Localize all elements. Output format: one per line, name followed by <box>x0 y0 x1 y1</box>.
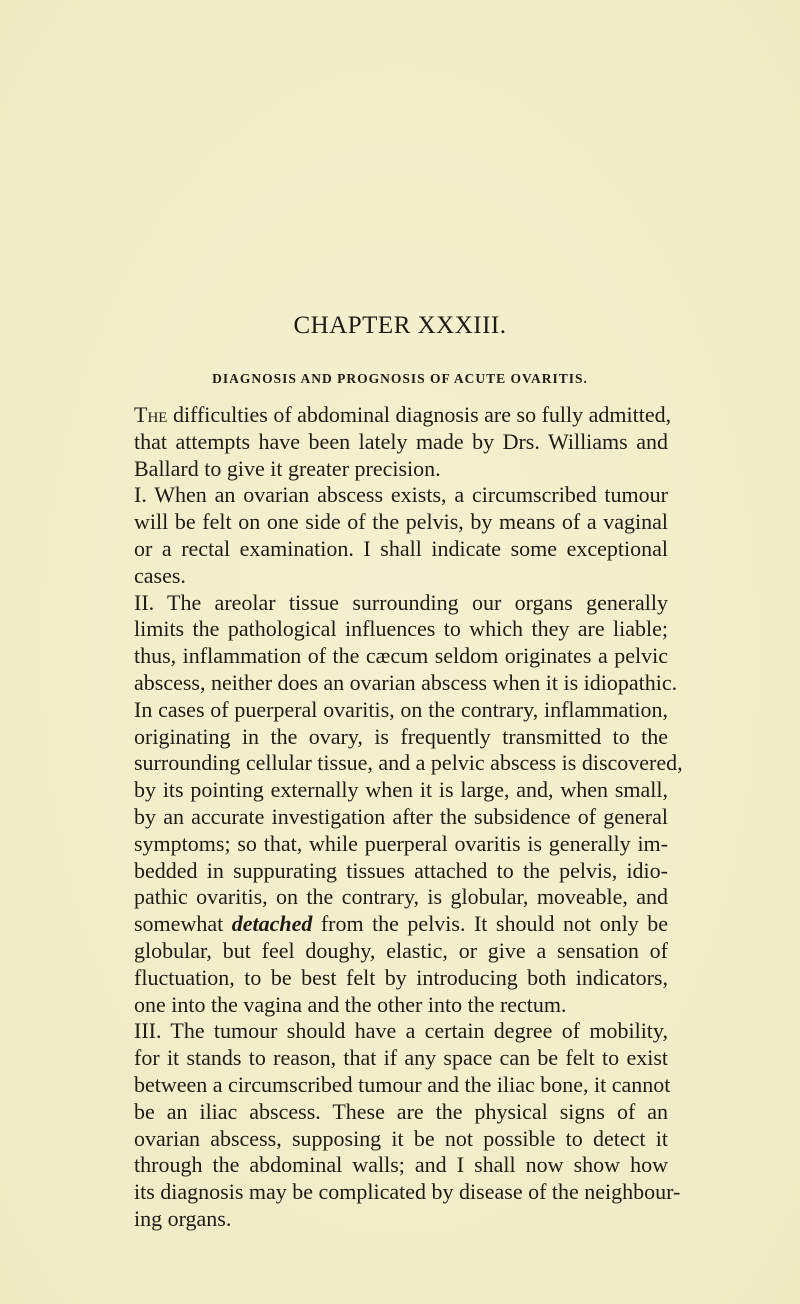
text-line <box>134 429 668 456</box>
text-segment: The <box>134 402 168 427</box>
text-segment: bedded in suppurating tissues attached to the pelvis, idio- <box>134 857 668 883</box>
text-line <box>134 669 678 697</box>
text-segment: cases. <box>134 562 186 588</box>
text-line <box>134 590 668 617</box>
text-segment: pathic ovaritis, on the contrary, is globular, moveable, and <box>134 884 668 910</box>
text-line <box>134 509 668 536</box>
text-line <box>134 616 668 643</box>
text-line <box>134 1126 668 1153</box>
text-segment: II. The areolar tissue surrounding our organs generally <box>134 589 668 615</box>
text-segment: be an iliac abscess. These are the physical signs of an <box>134 1098 668 1124</box>
text-segment: will be felt on one side of the pelvis, by means of a vaginal <box>134 509 668 535</box>
text-segment: surrounding cellular tissue, and a pelvic abscess is discovered, <box>134 750 683 776</box>
text-segment: between a circumscribed tumour and the iliac bone, it cannot <box>134 1071 671 1097</box>
text-line <box>134 697 668 724</box>
text-segment: or a rectal examination. I shall indicate some exceptional <box>134 535 668 561</box>
text-segment: for it stands to reason, that if any space can be felt to exist <box>134 1045 668 1071</box>
text-line <box>134 1206 668 1233</box>
emphasized-word: detached <box>231 911 313 937</box>
text-line <box>134 1099 668 1126</box>
text-segment: through the abdominal walls; and I shall now show how <box>134 1152 668 1178</box>
body-text <box>134 402 683 1233</box>
text-line <box>134 831 668 858</box>
text-segment: ing organs. <box>134 1205 232 1231</box>
text-line <box>134 402 672 429</box>
text-line <box>134 1018 668 1045</box>
text-segment: difficulties of abdominal diagnosis are so fully admitted, <box>167 402 672 427</box>
text-segment: symptoms; so that, while puerperal ovaritis is generally im- <box>134 830 668 856</box>
chapter-title: CHAPTER XXXIII. <box>293 312 507 339</box>
text-line <box>134 1071 671 1099</box>
text-line <box>134 750 683 777</box>
text-segment: Ballard to give it greater precision. <box>134 455 441 481</box>
text-line <box>134 1045 668 1072</box>
text-segment: I. When an ovarian abscess exists, a circumscribed tumour <box>134 482 668 508</box>
text-line <box>134 858 668 885</box>
text-line <box>134 804 668 831</box>
text-line <box>134 911 668 938</box>
text-segment: its diagnosis may be complicated by disease of the neighbour- <box>134 1179 681 1205</box>
text-line <box>134 643 668 670</box>
text-line <box>134 1152 668 1179</box>
text-segment: ovarian abscess, supposing it be not possible to detect it <box>134 1125 668 1151</box>
text-line <box>134 938 668 965</box>
text-segment: III. The tumour should have a certain degree of mobility, <box>134 1018 668 1044</box>
text-line <box>134 777 668 804</box>
text-line <box>134 992 668 1019</box>
text-line <box>134 724 668 751</box>
text-line <box>134 965 668 992</box>
text-line <box>134 884 668 911</box>
text-line <box>134 482 668 509</box>
text-line <box>134 456 668 483</box>
text-line <box>134 1179 681 1206</box>
text-segment: one into the vagina and the other into the rectum. <box>134 991 567 1017</box>
text-segment: originating in the ovary, is frequently transmitted to the <box>134 723 668 749</box>
text-segment: from the pelvis. It should not only be <box>312 911 668 937</box>
text-segment: globular, but feel doughy, elastic, or give a sensation of <box>134 937 668 963</box>
text-segment: that attempts have been lately made by Drs. Williams and <box>134 428 668 454</box>
text-line <box>134 536 668 563</box>
text-segment: thus, inflammation of the cæcum seldom originates a pelvic <box>134 643 668 669</box>
text-segment: somewhat <box>134 911 232 937</box>
section-title: DIAGNOSIS AND PROGNOSIS OF ACUTE OVARITIS. <box>212 371 588 386</box>
text-segment: In cases of puerperal ovaritis, on the contrary, inflammation, <box>134 696 668 722</box>
text-segment: by its pointing externally when it is large, and, when small, <box>134 777 668 803</box>
text-segment: limits the pathological influences to which they are liable; <box>134 616 668 642</box>
text-segment: fluctuation, to be best felt by introducing both indicators, <box>134 964 668 990</box>
text-segment: abscess, neither does an ovarian abscess when it is idiopathic. <box>134 669 678 695</box>
text-line <box>134 563 668 590</box>
text-segment: by an accurate investigation after the subsidence of general <box>134 803 668 829</box>
